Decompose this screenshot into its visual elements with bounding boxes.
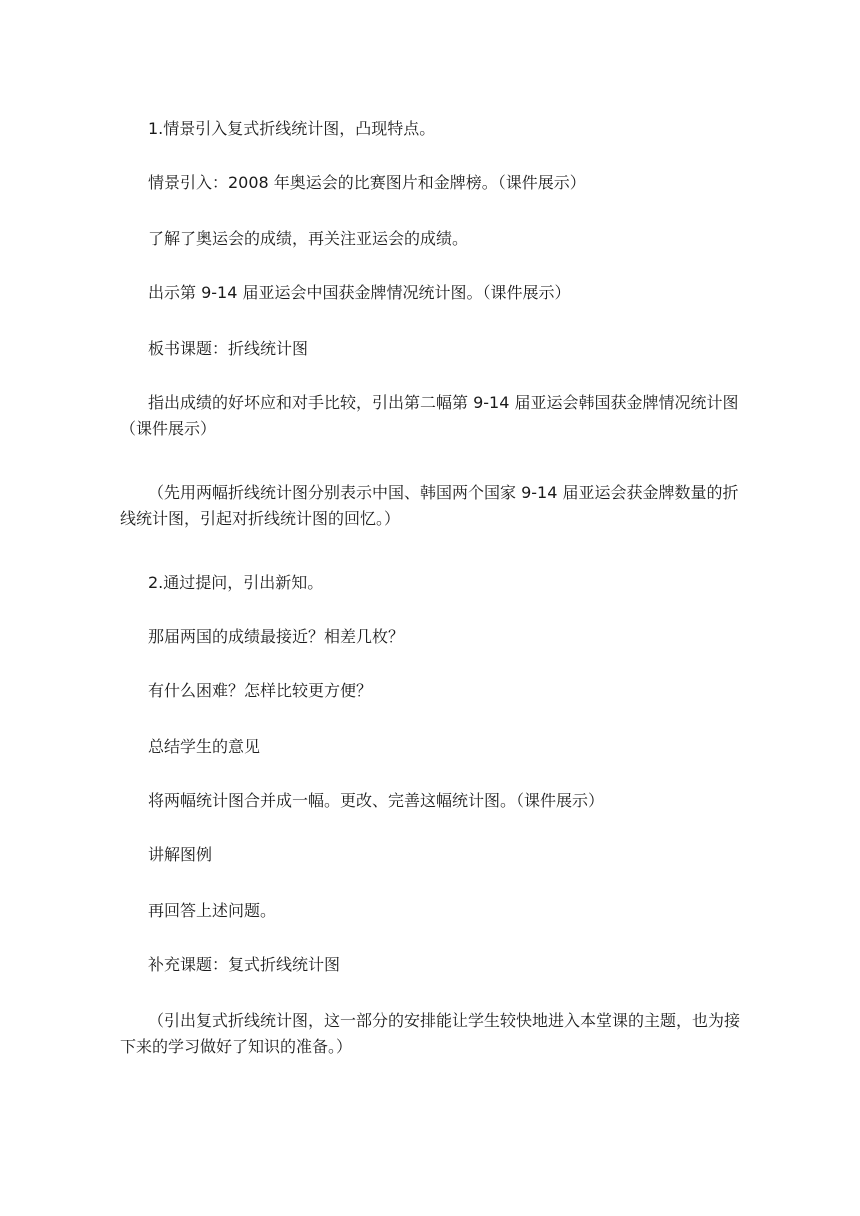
- paragraph-2: 情景引入：2008 年奥运会的比赛图片和金牌榜。（课件展示）: [148, 173, 586, 192]
- paragraph-5: 板书课题：折线统计图: [148, 339, 309, 358]
- paragraph-4: 出示第 9-14 届亚运会中国获金牌情况统计图。（课件展示）: [148, 283, 571, 302]
- paragraph-11: 总结学生的意见: [148, 737, 261, 756]
- paragraph-14: 再回答上述问题。: [148, 901, 277, 920]
- paragraph-15: 补充课题：复式折线统计图: [148, 955, 341, 974]
- paragraph-9: 那届两国的成绩最接近？相差几枚？: [148, 627, 405, 646]
- paragraph-7: （先用两幅折线统计图分别表示中国、韩国两个国家 9-14 届亚运会获金牌数量的折线统计图，引起对折线统计图的回忆。）: [120, 483, 739, 528]
- paragraph-6: 指出成绩的好坏应和对手比较，引出第二幅第 9-14 届亚运会韩国获金牌情况统计图 （课件展示）: [120, 393, 739, 438]
- paragraph-1: 1.情景引入复式折线统计图，凸现特点。: [148, 119, 436, 138]
- paragraph-16: （引出复式折线统计图，这一部分的安排能让学生较快地进入本堂课的主题，也为接下来的学习做好了知识的准备。）: [120, 1011, 741, 1056]
- paragraph-8: 2.通过提问，引出新知。: [148, 573, 324, 592]
- paragraph-10: 有什么困难？怎样比较更方便？: [148, 681, 373, 700]
- paragraph-12: 将两幅统计图合并成一幅。更改、完善这幅统计图。（课件展示）: [148, 791, 605, 810]
- paragraph-3: 了解了奥运会的成绩，再关注亚运会的成绩。: [148, 229, 469, 248]
- paragraph-13: 讲解图例: [148, 845, 213, 864]
